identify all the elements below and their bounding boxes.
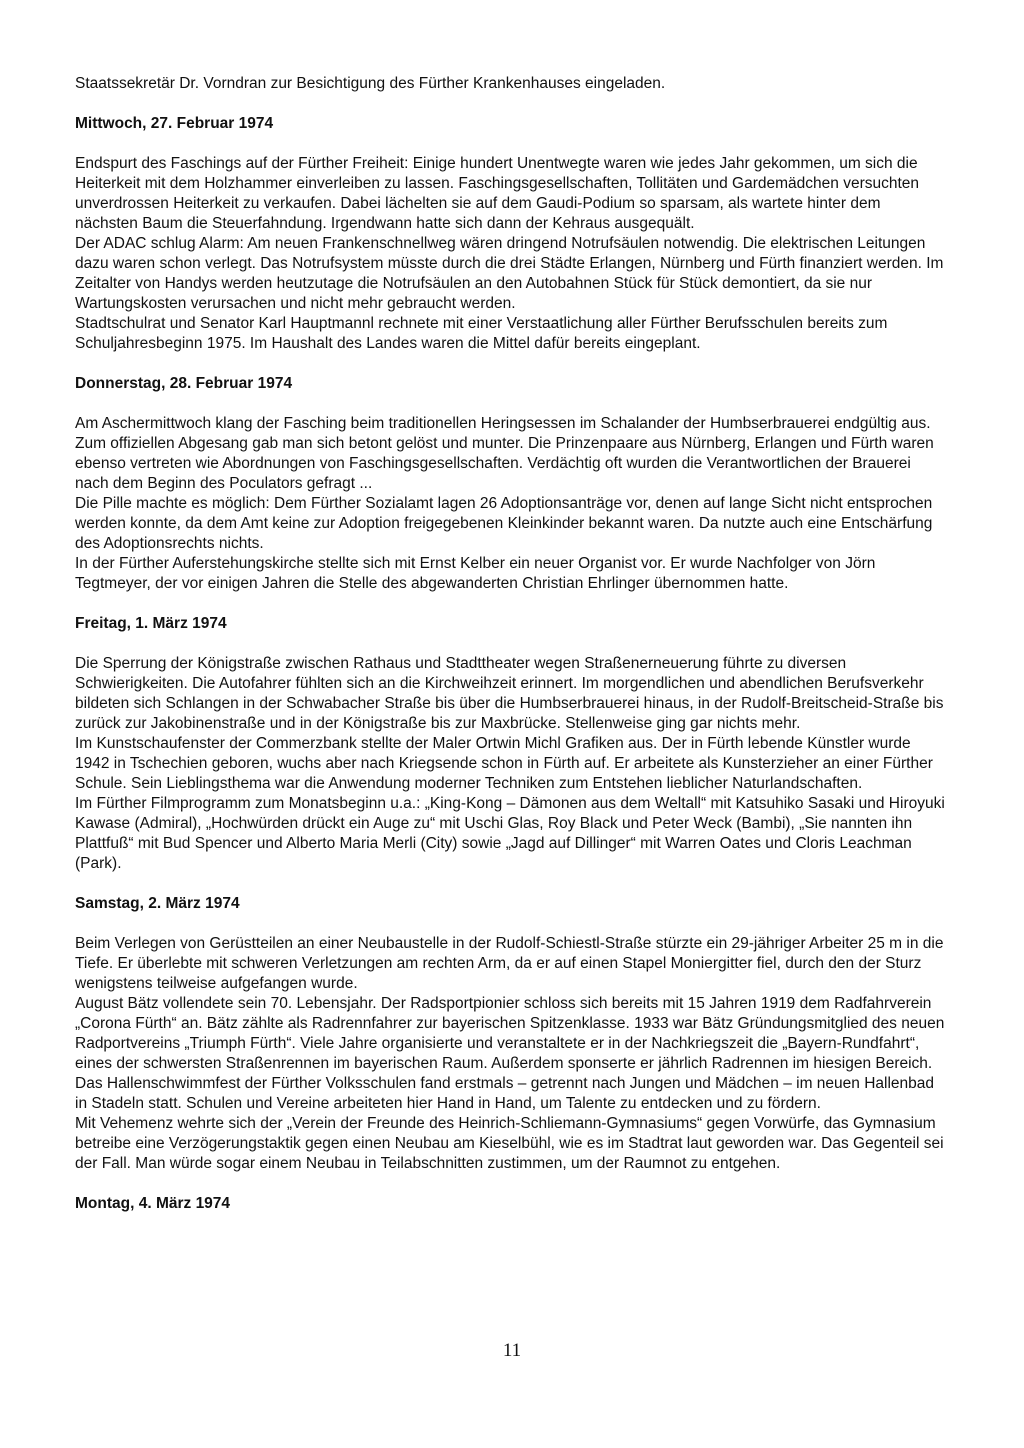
section-heading: Donnerstag, 28. Februar 1974	[75, 375, 293, 392]
spacer	[75, 914, 947, 934]
paragraph: In der Fürther Auferstehungskirche stellte sich mit Ernst Kelber ein neuer Organist vor. Er wurde Nachfolger von Jörn Tegtmeyer, der vor einigen Jahren die Stelle des abgewanderten Christian Ehrlinger übernommen hatte.	[75, 555, 876, 592]
section-heading: Montag, 4. März 1974	[75, 1195, 231, 1212]
spacer	[75, 134, 947, 154]
spacer	[75, 634, 947, 654]
spacer	[75, 1174, 947, 1194]
paragraph: Endspurt des Faschings auf der Fürther Freiheit: Einige hundert Unentwegte waren wie jedes Jahr gekommen, um sich die Heiterkeit mit dem Holzhammer einverleiben zu lassen. Faschingsgesellschaften, Tollitäten und Gardemädchen versuchten unverdrossen Heiterkeit zu verkaufen. Dabei lächelten sie auf dem Gaudi-Podium so sparsam, als wartete hinter dem nächsten Baum die Steuerfahndung. Irgendwann hatte sich dann der Kehraus ausgequält.	[75, 155, 920, 232]
spacer	[75, 874, 947, 894]
section-heading: Freitag, 1. März 1974	[75, 615, 227, 632]
page-number: 11	[502, 1340, 522, 1361]
paragraph: Stadtschulrat und Senator Karl Hauptmannl rechnete mit einer Verstaatlichung aller Fürther Berufsschulen bereits zum Schuljahresbeginn 1975. Im Haushalt des Landes waren die Mittel dafür bereits eingeplant.	[75, 315, 888, 352]
paragraph: Das Hallenschwimmfest der Fürther Volksschulen fand erstmals – getrennt nach Jungen und Mädchen – im neuen Hallenbad in Stadeln statt. Schulen und Vereine arbeiteten hier Hand in Hand, um Talente zu entdecken und zu fördern.	[75, 1075, 935, 1112]
paragraph: Am Aschermittwoch klang der Fasching beim traditionellen Heringsessen im Schalander der Humbserbrauerei endgültig aus. Zum offiziellen Abgesang gab man sich betont gelöst und munter. Die Prinzenpaare aus Nürnberg, Erlangen und Fürth waren ebenso vertreten wie Abordnungen von Faschingsgesellschaften. Verdächtig oft wurden die Verantwortlichen der Brauerei nach dem Beginn des Poculators gefragt ...	[75, 415, 934, 492]
spacer	[75, 354, 947, 374]
section-heading: Mittwoch, 27. Februar 1974	[75, 115, 274, 132]
spacer	[75, 594, 947, 614]
paragraph: Der ADAC schlug Alarm: Am neuen Frankenschnellweg wären dringend Notrufsäulen notwendig. Die elektrischen Leitungen dazu waren schon verlegt. Das Notrufsystem müsste durch die drei Städte Erlangen, Nürnberg und Fürth finanziert werden. Im Zeitalter von Handys werden heutzutage die Notrufsäulen an den Autobahnen Stück für Stück demontiert, da sie nur Wartungskosten verursachen und nicht mehr gebraucht werden.	[75, 235, 944, 312]
paragraph: Im Kunstschaufenster der Commerzbank stellte der Maler Ortwin Michl Grafiken aus. Der in Fürth lebende Künstler wurde 1942 in Tschechien geboren, wuchs aber nach Kriegsende schon in Fürth auf. Er arbeitete als Kunsterzieher an einer Fürther Schule. Sein Lieblingsthema war die Anwendung moderner Techniken zum Entstehen lieblicher Naturlandschaften.	[75, 735, 933, 792]
section-heading: Samstag, 2. März 1974	[75, 895, 240, 912]
paragraph: Die Sperrung der Königstraße zwischen Rathaus und Stadttheater wegen Straßenerneuerung führte zu diversen Schwierigkeiten. Die Autofahrer fühlten sich an die Kirchweihzeit erinnert. Im morgendlichen und abendlichen Berufsverkehr bildeten sich Schlangen in der Schwabacher Straße bis über die Humbserbrauerei hinaus, in der Rudolf-Breitscheid-Straße bis zurück zur Jakobinenstraße und in der Königstraße bis zur Maxbrücke. Stellenweise ging gar nichts mehr.	[75, 655, 944, 732]
paragraph: August Bätz vollendete sein 70. Lebensjahr. Der Radsportpionier schloss sich bereits mit 15 Jahren 1919 dem Radfahrverein „Corona Fürth“ an. Bätz zählte als Radrennfahrer zur bayerischen Spitzenklasse. 1933 war Bätz Gründungsmitglied des neuen Radportvereins „Triumph Fürth“. Viele Jahre organisierte und veranstaltete er in der Nachkriegszeit die „Bayern-Rundfahrt“, eines der schwersten Straßenrennen im bayerischen Raum. Außerdem sponserte er jährlich Radrennen im hiesigen Bereich.	[75, 995, 945, 1072]
paragraph: Mit Vehemenz wehrte sich der „Verein der Freunde des Heinrich-Schliemann-Gymnasiums“ gegen Vorwürfe, das Gymnasium betreibe eine Verzögerungstaktik gegen einen Neubau am Kieselbühl, wie es im Stadtrat laut geworden war. Das Gegenteil sei der Fall. Man würde sogar einem Neubau in Teilabschnitten zustimmen, um der Raumnot zu entgehen.	[75, 1115, 944, 1172]
spacer	[75, 94, 947, 114]
spacer	[75, 394, 947, 414]
paragraph: Im Fürther Filmprogramm zum Monatsbeginn u.a.: „King-Kong – Dämonen aus dem Weltall“ mit Katsuhiko Sasaki und Hiroyuki Kawase (Admiral), „Hochwürden drückt ein Auge zu“ mit Uschi Glas, Roy Black und Peter Weck (Bambi), „Sie nannten ihn Plattfuß“ mit Bud Spencer und Alberto Maria Merli (City) sowie „Jagd auf Dillinger“ mit Warren Oates und Cloris Leachman (Park).	[75, 795, 945, 872]
intro-paragraph: Staatssekretär Dr. Vorndran zur Besichtigung des Fürther Krankenhauses eingeladen.	[75, 75, 666, 92]
paragraph: Die Pille machte es möglich: Dem Fürther Sozialamt lagen 26 Adoptionsanträge vor, denen auf lange Sicht nicht entsprochen werden konnte, da dem Amt keine zur Adoption freigegebenen Kleinkinder bekannt waren. Da nutzte auch eine Entschärfung des Adoptionsrechts nichts.	[75, 495, 933, 552]
paragraph: Beim Verlegen von Gerüstteilen an einer Neubaustelle in der Rudolf-Schiestl-Straße stürzte ein 29-jähriger Arbeiter 25 m in die Tiefe. Er überlebte mit schweren Verletzungen am rechten Arm, da er auf einen Stapel Moniergitter fiel, durch den der Sturz wenigstens teilweise aufgefangen wurde.	[75, 935, 944, 992]
document-body	[75, 74, 947, 1214]
